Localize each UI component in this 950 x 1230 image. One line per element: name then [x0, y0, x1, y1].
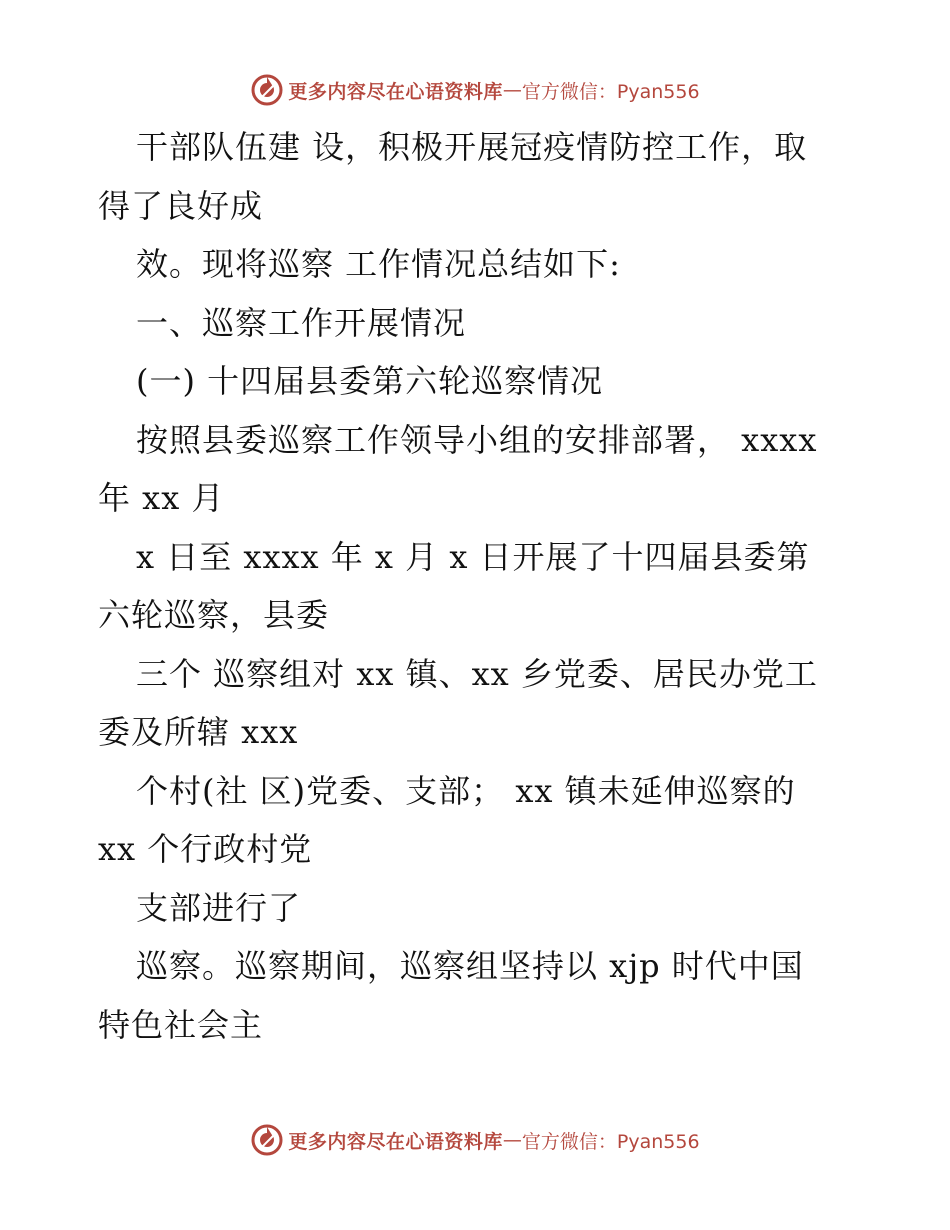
text-line: (一) 十四届县委第六轮巡察情况 — [136, 362, 604, 400]
text-line: 效。现将巡察 工作情况总结如下: — [136, 245, 621, 283]
text-line: x 日至 xxxx 年 x 月 x 日开展了十四届县委第 — [136, 537, 810, 576]
brand-logo-icon — [250, 1123, 284, 1157]
text-line: 六轮巡察，县委 — [98, 596, 330, 634]
banner-wechat-text: 官方微信：Pyan556 — [521, 1130, 700, 1153]
footer-banner — [0, 1122, 950, 1158]
text-line: 三个 巡察组对 xx 镇、xx 乡党委、居民办党工 — [136, 654, 818, 693]
text-line: 委及所辖 xxx — [98, 713, 299, 751]
text-line: 一、巡察工作开展情况 — [136, 303, 467, 342]
text-line: 年 xx 月 — [98, 479, 225, 517]
text-line: 干部队伍建 设，积极开展冠疫情防控工作，取 — [136, 128, 808, 166]
text-line: 按照县委巡察工作领导小组的安排部署， xxxx — [136, 420, 818, 459]
banner-wechat-text: 官方微信：Pyan556 — [521, 80, 700, 103]
banner-main-text: 更多内容尽在心语资料库 — [288, 1130, 503, 1153]
document-body — [98, 118, 858, 1054]
banner-main-text: 更多内容尽在心语资料库 — [288, 80, 503, 103]
header-banner — [0, 72, 950, 108]
text-line: 个村(社 区)党委、支部； xx 镇未延伸巡察的 — [136, 771, 796, 810]
text-line: xx 个行政村党 — [98, 830, 313, 868]
text-line: 得了良好成 — [98, 186, 264, 225]
text-line: 特色社会主 — [98, 1005, 264, 1044]
text-line: 支部进行了 — [136, 888, 302, 927]
brand-logo-icon — [250, 73, 284, 107]
banner-separator: — — [502, 79, 522, 101]
text-line: 巡察。巡察期间，巡察组坚持以 xjp 时代中国 — [136, 947, 804, 985]
banner-separator: — — [502, 1129, 522, 1151]
